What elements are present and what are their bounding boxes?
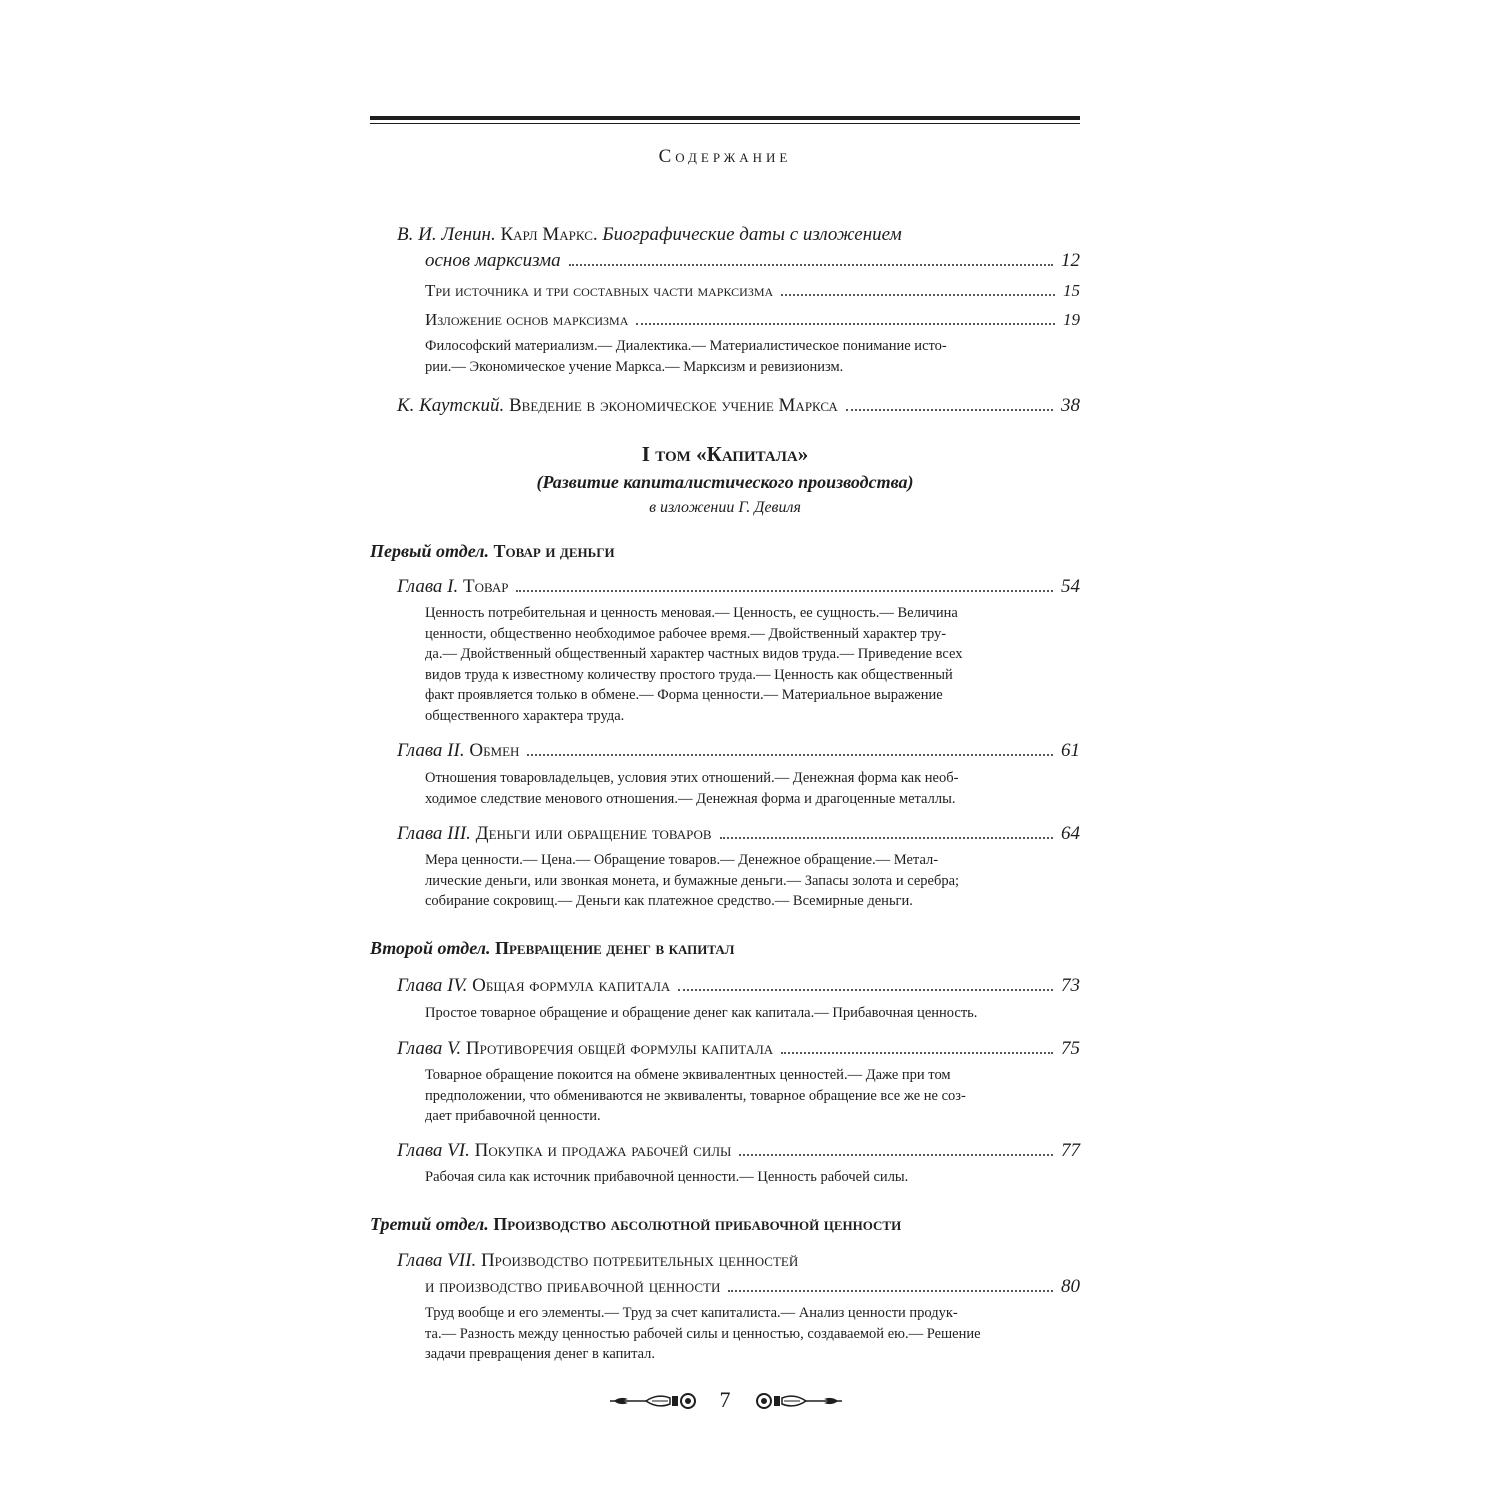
page-ref: 77 (1061, 1140, 1080, 1161)
chapter-label: Глава III. (397, 823, 471, 844)
page-ref: 15 (1063, 281, 1080, 300)
page-number: 7 (719, 1387, 731, 1412)
chapter-label: Глава II. (397, 740, 465, 761)
dot-leader (781, 294, 1055, 296)
header-rule-thick (370, 116, 1080, 120)
description-line: дает прибавочной ценности. (425, 1108, 601, 1124)
volume-title: I том «Капитала» (641, 442, 809, 466)
subentry-title: Изложение основ марксизма (425, 310, 629, 329)
chapter-title: Покупка и продажа рабочей силы (474, 1140, 732, 1161)
dot-leader (781, 1052, 1053, 1054)
chapter-label: Глава I. (397, 576, 459, 597)
toc-chapter-line2[interactable] (425, 1276, 1080, 1298)
chapter-label: Глава IV. (397, 975, 468, 996)
chapter-title: Обмен (469, 740, 520, 761)
dot-leader (569, 264, 1053, 266)
description-line: факт проявляется только в обмене.— Форма ценности.— Материальное выражение (425, 687, 943, 703)
work-subtitle: Биографические даты с изложением (602, 224, 902, 245)
section-heading (370, 541, 615, 562)
author-name: В. И. Ленин. (397, 224, 496, 245)
dot-leader (527, 754, 1053, 756)
description-line: Товарное обращение покоится на обмене эквивалентных ценностей.— Даже при том (425, 1067, 951, 1083)
page-ref: 19 (1063, 310, 1080, 329)
toc-subentry[interactable] (425, 281, 1080, 301)
description-line: Мера ценности.— Цена.— Обращение товаров.— Денежное обращение.— Метал- (425, 852, 939, 868)
page-ref: 61 (1061, 740, 1080, 761)
chapter-title: Общая формула капитала (472, 975, 671, 996)
dot-leader (678, 989, 1053, 991)
chapter-title: Товар (463, 576, 509, 597)
section-title: Превращение денег в капитал (494, 938, 735, 958)
toc-subentry[interactable] (425, 310, 1080, 330)
subentry-title: Три источника и три составных части марксизма (425, 281, 774, 300)
description-line: предположении, что обмениваются не эквиваленты, товарное обращение все же не соз- (425, 1087, 966, 1104)
toc-entry-kautsky[interactable] (397, 395, 1080, 417)
toc-entry-lenin-line2[interactable] (425, 250, 1080, 272)
chapter-label: Глава VII. (397, 1250, 477, 1271)
work-subtitle-cont: основ марксизма (425, 250, 561, 271)
page-ref: 75 (1061, 1038, 1080, 1059)
work-title: Введение в экономическое учение Маркса (508, 395, 838, 416)
dot-leader (728, 1290, 1053, 1292)
description-line: Труд вообще и его элементы.— Труд за счет капиталиста.— Анализ ценности продук- (425, 1305, 958, 1321)
page-ref: 38 (1061, 395, 1080, 416)
toc-entry-lenin-line1 (397, 224, 902, 246)
work-title: Карл Маркс. (500, 224, 598, 245)
section-title: Производство абсолютной прибавочной ценности (493, 1214, 902, 1234)
section-heading (370, 1214, 901, 1235)
chapter-title-cont: и производство прибавочной ценности (425, 1276, 721, 1297)
description-line: Простое товарное обращение и обращение денег как капитала.— Прибавочная ценность. (425, 1005, 978, 1021)
description-line: ценности, общественно необходимое рабочее время.— Двойственный характер тру- (425, 625, 947, 642)
description-line: Отношения товаровладельцев, условия этих отношений.— Денежная форма как необ- (425, 770, 959, 786)
chapter-description (425, 768, 958, 809)
toc-chapter[interactable] (397, 975, 1080, 997)
volume-author-note: в изложении Г. Девиля (649, 499, 801, 516)
section-title: Товар и деньги (493, 541, 615, 561)
description-line: собирание сокровищ.— Деньги как платежное средство.— Всемирные деньги. (425, 893, 913, 909)
description-line: Ценность потребительная и ценность меновая.— Ценность, ее сущность.— Величина (425, 605, 958, 621)
section-label: Первый отдел. (370, 541, 490, 561)
page-ref: 73 (1061, 975, 1080, 996)
chapter-title: Деньги или обращение товаров (475, 823, 712, 844)
description-line: видов труда к известному количеству простого труда.— Ценность как общественный (425, 666, 953, 683)
header-rule-thin (370, 123, 1080, 124)
toc-chapter[interactable] (397, 740, 1080, 762)
description-line: та.— Разность между ценностью рабочей силы и ценностью, создаваемой ею.— Решение (425, 1325, 981, 1342)
page-ref: 54 (1061, 576, 1080, 597)
chapter-label: Глава V. (397, 1038, 462, 1059)
chapter-description (425, 1303, 981, 1365)
section-label: Третий отдел. (370, 1214, 489, 1234)
toc-chapter-line1 (397, 1250, 798, 1272)
dot-leader (846, 409, 1053, 411)
toc-chapter[interactable] (397, 1038, 1080, 1060)
description-line: задачи превращения денег в капитал. (425, 1346, 656, 1362)
description-line: ходимое следствие менового отношения.— Денежная форма и драгоценные металлы. (425, 790, 956, 807)
description-line: да.— Двойственный общественный характер частных видов труда.— Приведение всех (425, 646, 963, 662)
dot-leader (739, 1154, 1053, 1156)
toc-chapter[interactable] (397, 576, 1080, 598)
page-title: Содержание (658, 146, 792, 167)
entry-description (425, 336, 947, 377)
description-line: Рабочая сила как источник прибавочной ценности.— Ценность рабочей силы. (425, 1169, 909, 1185)
dot-leader (720, 837, 1053, 839)
toc-chapter[interactable] (397, 823, 1080, 845)
volume-subtitle: (Развитие капиталистического производства) (536, 472, 914, 492)
description-line: общественного характера труда. (425, 707, 625, 724)
page-ref: 64 (1061, 823, 1080, 844)
chapter-description (425, 1065, 966, 1127)
toc-chapter[interactable] (397, 1140, 1080, 1162)
chapter-label: Глава VI. (397, 1140, 470, 1161)
chapter-title: Производство потребительных ценностей (480, 1250, 799, 1271)
description-line: Философский материализм.— Диалектика.— Материалистическое понимание исто- (425, 338, 947, 354)
chapter-description (425, 1167, 908, 1188)
ornament-right-icon (752, 1390, 846, 1412)
chapter-title: Противоречия общей формулы капитала (465, 1038, 774, 1059)
section-heading (370, 938, 734, 959)
chapter-description (425, 603, 963, 726)
dot-leader (636, 323, 1055, 325)
author-name: К. Каутский. (397, 395, 505, 416)
description-line: рии.— Экономическое учение Маркса.— Марксизм и ревизионизм. (425, 358, 844, 375)
page-ref: 80 (1061, 1276, 1080, 1297)
chapter-description (425, 1003, 977, 1024)
page-ref: 12 (1061, 250, 1080, 271)
description-line: лические деньги, или звонкая монета, и бумажные деньги.— Запасы золота и серебра; (425, 872, 960, 889)
section-label: Второй отдел. (370, 938, 491, 958)
dot-leader (516, 590, 1053, 592)
ornament-left-icon (606, 1390, 700, 1412)
chapter-description (425, 850, 959, 912)
